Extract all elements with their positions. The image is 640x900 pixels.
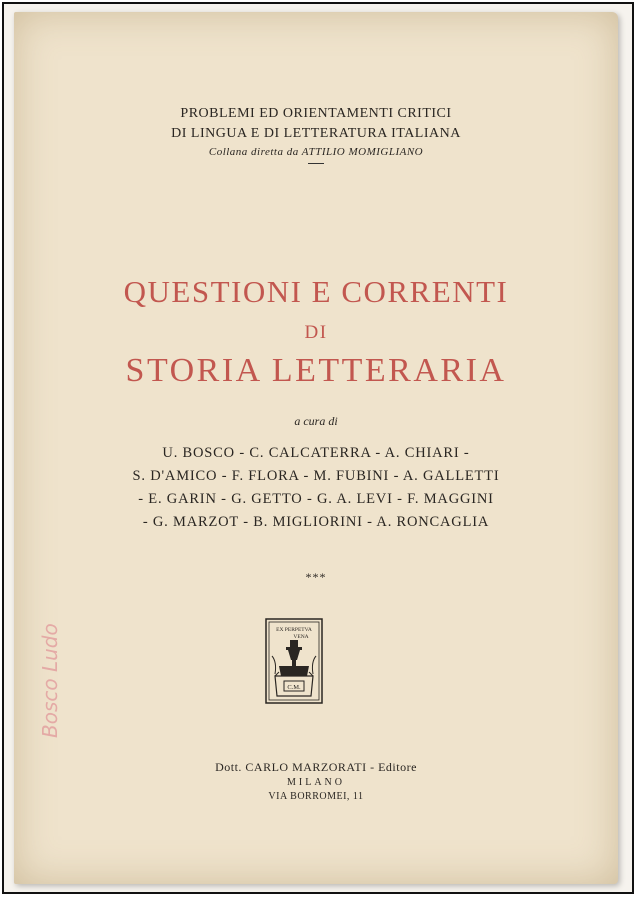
- authors-list: [14, 442, 618, 534]
- handwritten-note: [24, 622, 64, 742]
- publisher-name: Dott. CARLO MARZORATI - Editore: [215, 760, 417, 774]
- series-line-2: DI LINGUA E DI LETTERATURA ITALIANA: [171, 126, 461, 141]
- svg-text:VENA: VENA: [293, 634, 309, 640]
- title-line-1: QUESTIONI E CORRENTI: [123, 274, 509, 309]
- authors-line: U. BOSCO - C. CALCATERRA - A. CHIARI -: [162, 445, 470, 461]
- publisher-block: [14, 759, 618, 803]
- editors-intro: a cura di: [294, 414, 338, 428]
- authors-line: - G. MARZOT - B. MIGLIORINI - A. RONCAGLIA: [142, 514, 490, 530]
- asterism: ***: [305, 570, 327, 584]
- book-cover: [14, 12, 618, 884]
- series-line-1: PROBLEMI ED ORIENTAMENTI CRITICI: [180, 106, 452, 121]
- series-rule: [308, 163, 324, 164]
- series-heading: [14, 104, 618, 164]
- series-editor-line: Collana diretta da ATTILIO MOMIGLIANO: [208, 146, 424, 158]
- emblem-plaque: C.M.: [287, 684, 301, 691]
- handwritten-note-text: Bosco Ludo: [38, 623, 62, 738]
- authors-line: S. D'AMICO - F. FLORA - M. FUBINI - A. GALLETTI: [132, 468, 500, 484]
- publisher-city: MILANO: [287, 777, 345, 788]
- publisher-address: VIA BORROMEI, 11: [268, 791, 364, 802]
- svg-text:EX PERPETVA: EX PERPETVA: [276, 627, 312, 633]
- title-line-3: STORIA LETTERARIA: [125, 352, 507, 389]
- title-line-2: DI: [304, 322, 328, 343]
- authors-line: - E. GARIN - G. GETTO - G. A. LEVI - F. MAGGINI: [138, 491, 494, 507]
- publisher-emblem-icon: [263, 616, 325, 706]
